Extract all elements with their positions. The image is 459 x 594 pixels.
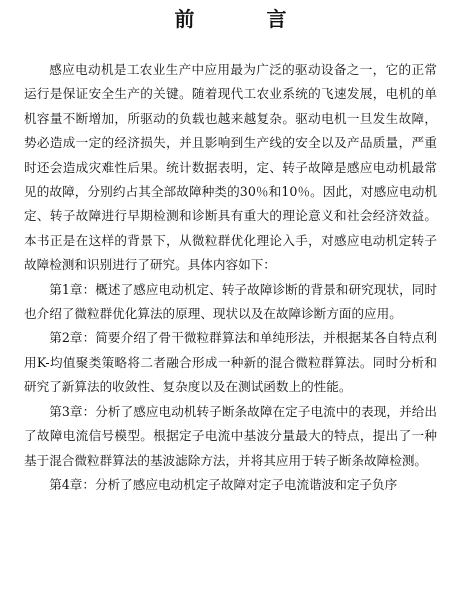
document-body <box>24 58 437 497</box>
page-title: 前 言 <box>174 7 313 31</box>
paragraph-chapter-3: 第3章：分析了感应电动机转子断条故障在定子电流中的表现，并给出了故障电流信号模型。根据定子电流中基波分量最大的特点，提出了一种基于混合微粒群算法的基波滤除方法，并将其应用于转子断条故障检测。 <box>24 403 437 468</box>
paragraph-chapter-4: 第4章：分析了感应电动机定子故障对定子电流谐波和定子负序 <box>49 476 398 492</box>
paragraph-intro: 感应电动机是工农业生产中应用最为广泛的驱动设备之一，它的正常运行是保证安全生产的关键。随着现代工农业系统的飞速发展，电机的单机容量不断增加，所驱动的负载也越来越复杂。驱动电机一旦发生故障，势必造成一定的经济损失，并且影响到生产线的安全以及产品质量，严重时还会造成灾难性后果。统计数据表明，定、转子故障是感应电动机最常见的故障，分别约占其全部故障种类的30％和10％。因此，对感应电动机定、转子故障进行早期检测和诊断具有重大的理论意义和社会经济效益。本书正是在这样的背景下，从微粒群优化理论入手，对感应电动机定转子故障检测和识别进行了研究。具体内容如下： <box>24 62 437 273</box>
paragraph-chapter-2: 第2章：简要介绍了骨干微粒群算法和单纯形法，并根据某各自特点利用K-均值聚类策略将二者融合形成一种新的混合微粒群算法。同时分析和研究了新算法的收敛性、复杂度以及在测试函数上的性能。 <box>24 330 437 395</box>
paragraph-chapter-1: 第1章：概述了感应电动机定、转子故障诊断的背景和研究现状，同时也介绍了微粒群优化算法的原理、现状以及在故障诊断方面的应用。 <box>24 281 437 322</box>
